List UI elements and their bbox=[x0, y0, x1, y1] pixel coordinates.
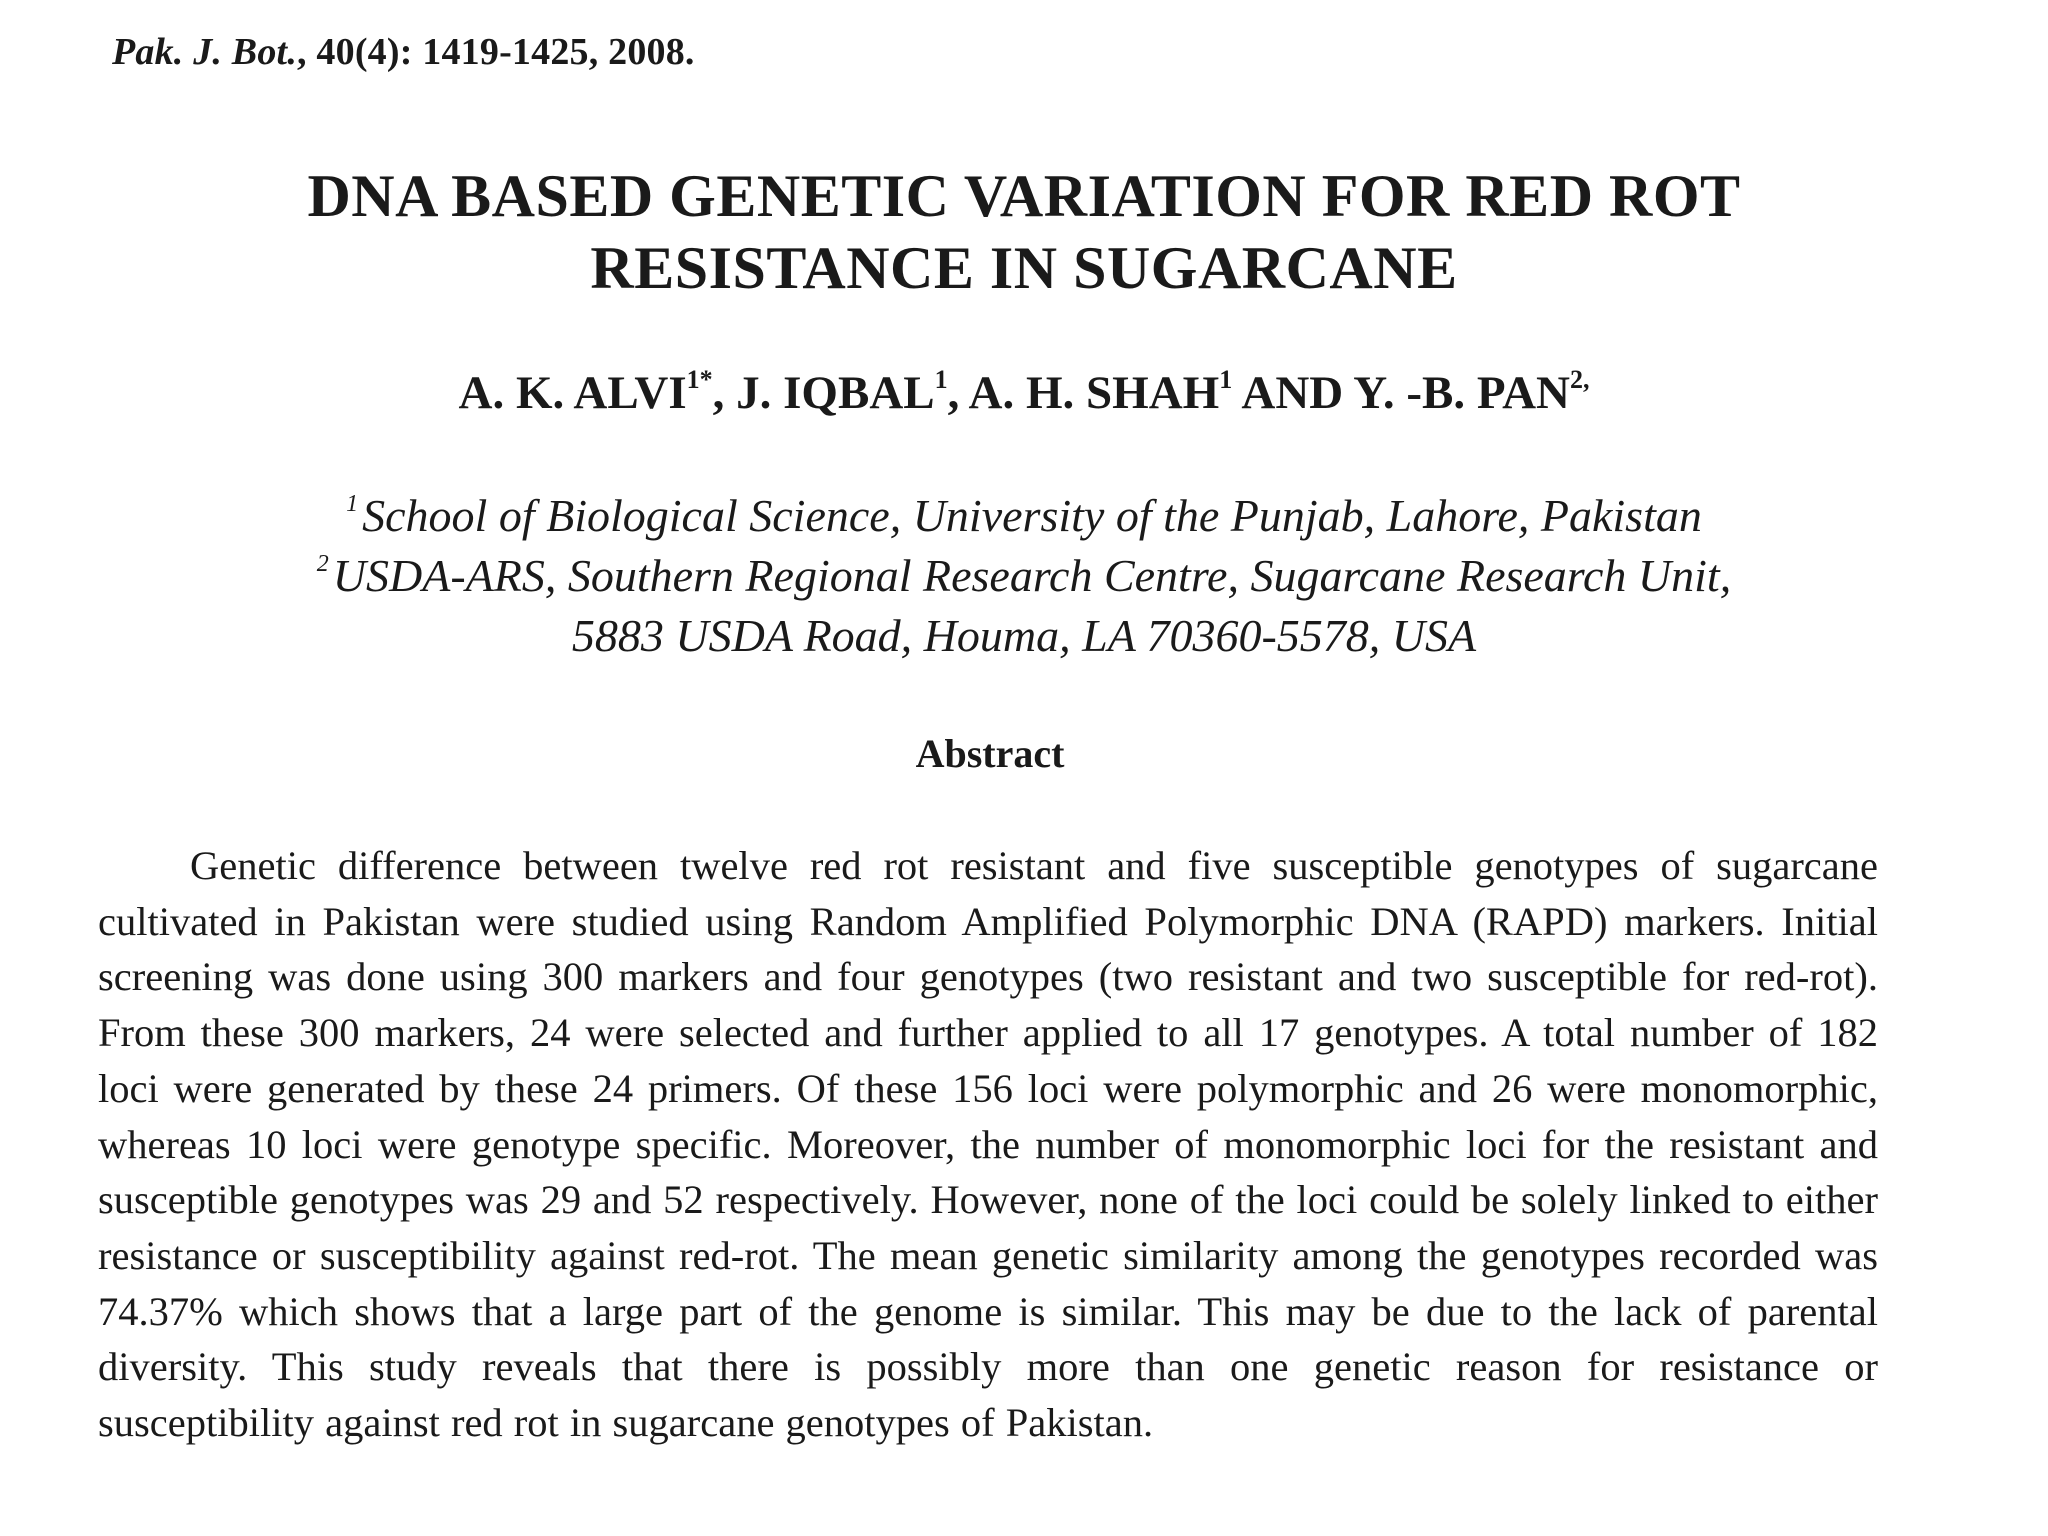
affiliation-2-mark: 2 bbox=[316, 551, 329, 577]
author-list bbox=[0, 366, 2048, 420]
author-affiliation-mark: 2, bbox=[1569, 365, 1590, 394]
author-affiliation-mark: 1 bbox=[1219, 365, 1233, 394]
title-line-1: DNA BASED GENETIC VARIATION FOR RED ROT bbox=[307, 163, 1741, 229]
affiliation-2 bbox=[0, 546, 2048, 606]
abstract-heading: Abstract bbox=[915, 731, 1065, 776]
author-name: A. K. ALVI bbox=[458, 367, 687, 419]
author-affiliation-mark: 1 bbox=[934, 365, 948, 394]
affiliation-1 bbox=[0, 486, 2048, 546]
paper-title bbox=[0, 160, 2048, 304]
affiliation-1-mark: 1 bbox=[346, 491, 359, 517]
author-affiliation-mark: 1* bbox=[686, 365, 713, 394]
affiliation-1-text: School of Biological Science, University of the Punjab, Lahore, Pakistan bbox=[362, 490, 1702, 541]
author-separator: , bbox=[712, 367, 737, 419]
citation-volume-pages-year: , 40(4): 1419-1425, 2008. bbox=[297, 31, 695, 73]
affiliations bbox=[0, 486, 2048, 666]
author-separator: AND bbox=[1232, 367, 1354, 419]
author-separator: , bbox=[947, 367, 969, 419]
affiliation-2-text-line-1: USDA-ARS, Southern Regional Research Centre, Sugarcane Research Unit, bbox=[332, 550, 1732, 601]
author-name: Y. -B. PAN bbox=[1353, 367, 1570, 419]
affiliation-2-address: 5883 USDA Road, Houma, LA 70360-5578, USA bbox=[571, 610, 1477, 661]
author-name: J. IQBAL bbox=[736, 367, 935, 419]
title-line-2: RESISTANCE IN SUGARCANE bbox=[590, 235, 1458, 301]
journal-name: Pak. J. Bot. bbox=[112, 31, 298, 73]
journal-citation bbox=[112, 30, 695, 74]
abstract-body: Genetic difference between twelve red rot resistant and five susceptible genotypes of sugarcane cultivated in Pakistan were studied using Random Amplified Polymorphic DNA (RAPD) markers. Initial screening was done using 300 markers and four genotypes (two resistant and two susceptible for red-rot). From these 300 markers, 24 were selected and further applied to all 17 genotypes. A total number of 182 loci were generated by these 24 primers. Of these 156 loci were polymorphic and 26 were monomorphic, whereas 10 loci were genotype specific. Moreover, the number of monomorphic loci for the resistant and susceptible genotypes was 29 and 52 respectively. However, none of the loci could be solely linked to either resistance or susceptibility against red-rot. The mean genetic similarity among the genotypes recorded was 74.37% which shows that a large part of the genome is similar. This may be due to the lack of parental diversity. This study reveals that there is possibly more than one genetic reason for resistance or susceptibility against red rot in sugarcane genotypes of Pakistan. bbox=[98, 843, 1878, 1446]
author-name: A. H. SHAH bbox=[968, 367, 1220, 419]
